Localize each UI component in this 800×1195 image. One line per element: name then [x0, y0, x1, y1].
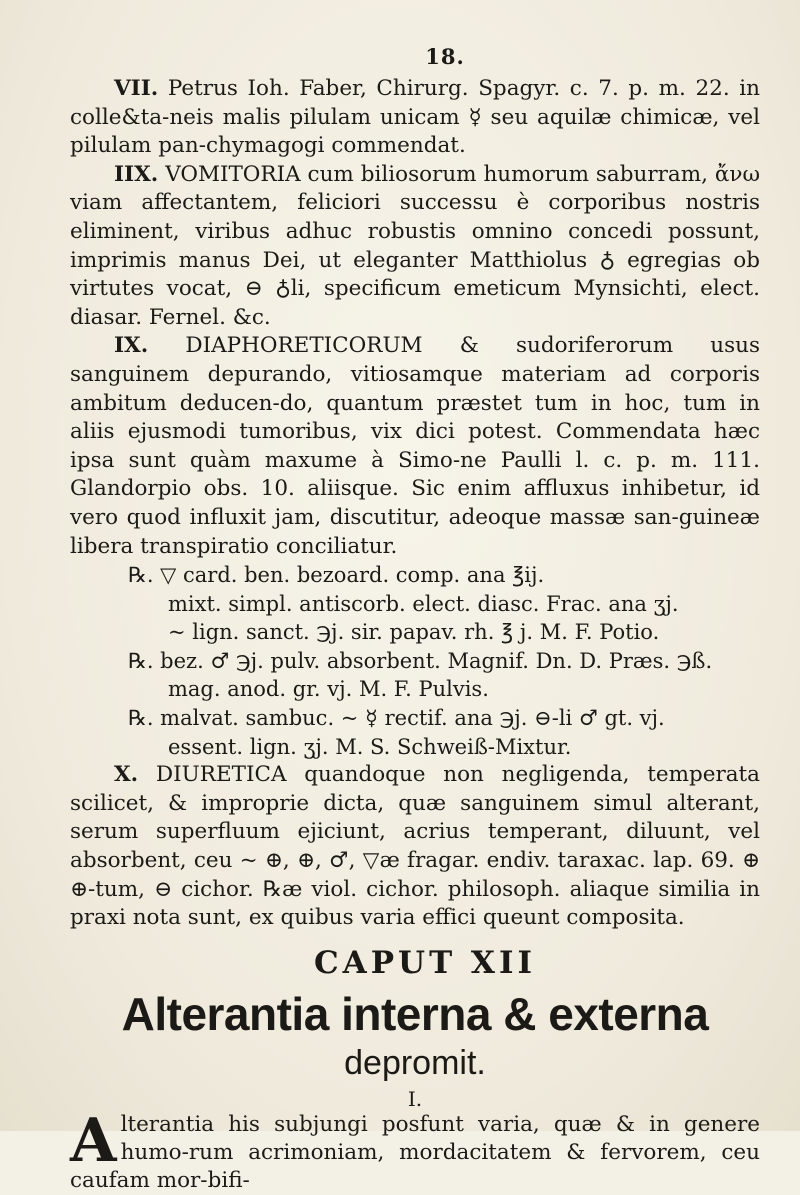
paragraph-ix [70, 332, 760, 561]
paragraph-text: DIAPHORETICORUM & sudoriferorum usus sanguinem depurando, vitiosamque materiam ad corporis ambitum deducen-do, quantum præstet tum in hoc, tum in aliis ejusmodi tumoribus, vix dici potest. Commendata hæc ipsa sunt quàm maxume à Simo-ne Paulli l. c. p. m. 111. Glandorpio obs. 10. aliisque. Sic enim affluxus inhibetur, id vero quod influxit jam, discutitur, adeoque massæ san-guineæ libera transpiratio conciliatur. [70, 333, 760, 559]
recipe-line: essent. lign. ʒj. M. S. Schweiß-Mixtur. [168, 734, 572, 759]
paragraph-text: VOMITORIA cum biliosorum humorum saburram, ἄνω viam affectantem, feliciori successu è corporibus nostris eliminent, viribus adhuc robustis omnino concedi possunt, imprimis manus Dei, ut eleganter Matthiolus ♁ egregias ob virtutes vocat, ⊖ ♁li, specificum emeticum Mynsichti, elect. diasar. Fernel. &c. [70, 161, 760, 330]
recipe-line: ~ lign. sanct. ℈j. sir. papav. rh. ℥ j. M. F. Potio. [168, 620, 660, 645]
paragraph-label: VII. [114, 76, 159, 101]
paragraph-label: IX. [114, 333, 149, 359]
closing-paragraph [70, 1105, 760, 1195]
paragraph-text: DIURETICA quandoque non negligenda, temperata scilicet, & improprie dicta, quæ sanguinem simul alterant, serum superfluum ejiciunt, acrius temperant, diluunt, vel absorbent, ceu ~ ⊕, ⊕, ♂, ▽æ fragar. endiv. taraxac. lap. 69. ⊕ ⊕-tum, ⊖ cichor. ℞æ viol. cichor. philosoph. aliaque similia in praxi nota sunt, ex quibus varia effici queunt composita. [70, 762, 760, 931]
paragraph-label: X. [114, 762, 139, 788]
paragraph-vii [70, 75, 760, 161]
recipe-line: mag. anod. gr. vj. M. F. Pulvis. [168, 677, 489, 702]
paragraph-x [70, 761, 760, 933]
recipe-line: ℞. malvat. sambuc. ~ ☿ rectif. ana ℈j. ⊖-li ♂ gt. vj. [128, 706, 665, 731]
recipe-line: mixt. simpl. antiscorb. elect. diasc. Frac. ana ʒj. [168, 591, 679, 616]
paragraph-iix [70, 161, 760, 333]
paragraph-label: IIX. [114, 161, 159, 187]
recipe-block [70, 561, 760, 761]
chapter-subtitle: depromit. [344, 1043, 486, 1082]
recipe-line: ℞. bez. ♂ ℈j. pulv. absorbent. Magnif. Dn. D. Præs. ℈ß. [128, 648, 713, 673]
drop-cap: A [70, 1105, 117, 1176]
paragraph-text: Petrus Ioh. Faber, Chirurg. Spagyr. c. 7. p. m. 22. in colle&ta-neis malis pilulam unicam ☿ seu aquilæ chimicæ, vel pilulam pan-chymagogi commendat. [70, 76, 760, 159]
chapter-number: CAPUT XII [314, 944, 536, 981]
recipe-line: ℞. ▽ card. ben. bezoard. comp. ana ℥ij. [128, 563, 545, 588]
chapter-title: Alterantia interna & externa [121, 987, 709, 1040]
section-number: I. [407, 1086, 423, 1111]
paragraph-text: lterantia his subjungi posfunt varia, quæ & in genere humo-rum acrimoniam, mordacitatem & fervorem, ceu caufam mor-bifi- [70, 1111, 760, 1193]
page-number: 18. [425, 44, 465, 69]
